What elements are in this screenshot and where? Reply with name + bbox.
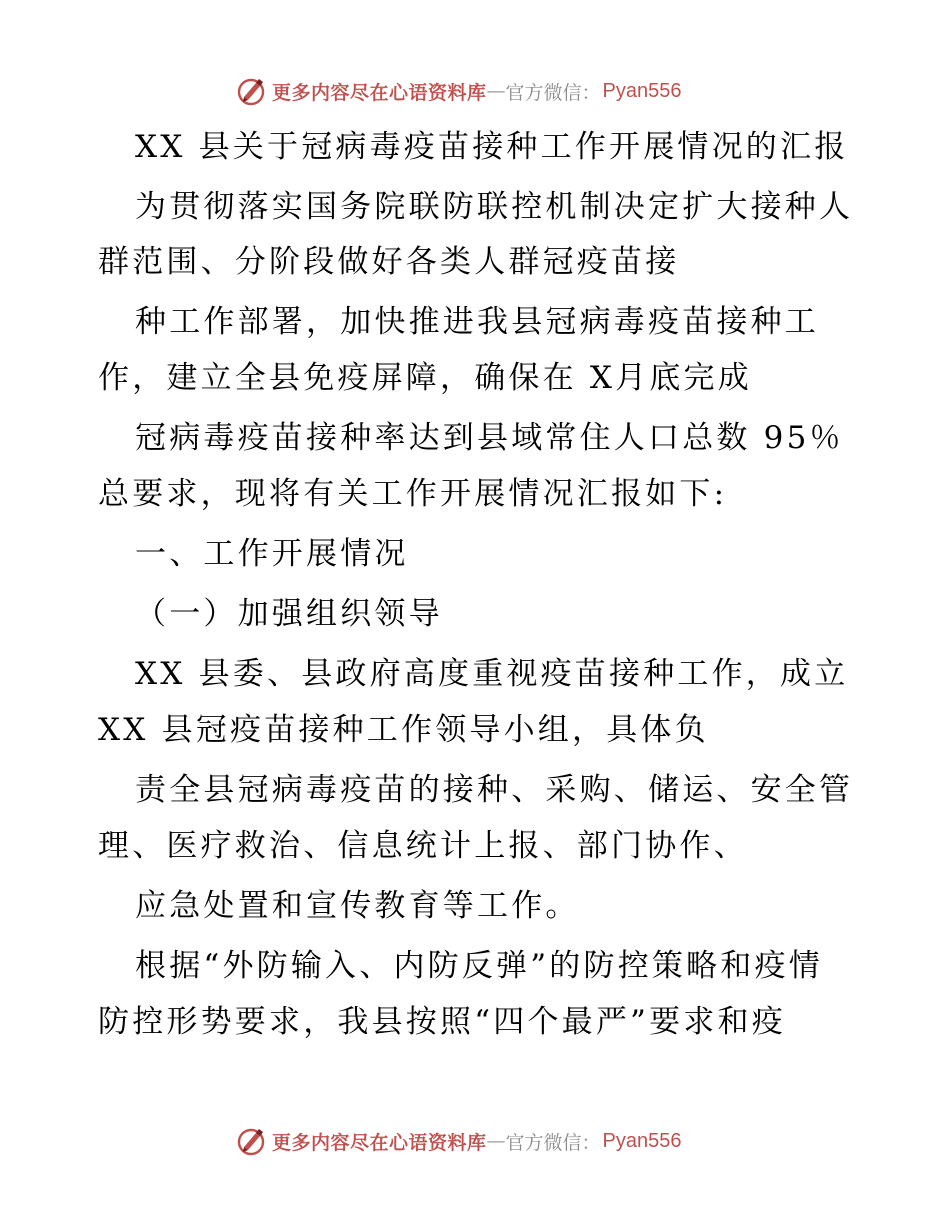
paragraph-line: 防控形势要求，我县按照“四个最严”要求和疫 [98,1004,786,1040]
paragraph-line: 根据“外防输入、内防反弹”的防控策略和疫情 [135,948,823,984]
paragraph-line: 冠病毒疫苗接种率达到县域常住人口总数 95％ [135,420,844,456]
watermark-handle: Pyan556 [602,1129,682,1152]
paragraph-line: XX 县冠疫苗接种工作领导小组，具体负 [98,712,709,748]
paragraph-line: 应急处置和宣传教育等工作。 [135,888,580,924]
footer-watermark [236,1124,682,1158]
paragraph-line: 种工作部署，加快推进我县冠病毒疫苗接种工 [135,304,819,340]
watermark-official: 官方微信： [505,81,601,104]
paragraph-line: 总要求，现将有关工作开展情况汇报如下: [98,476,728,512]
paragraph-line: 责全县冠病毒疫苗的接种、采购、储运、安全管 [135,772,854,808]
document-title: XX 县关于冠病毒疫苗接种工作开展情况的汇报 [135,129,849,165]
watermark-dash: — [486,1130,506,1152]
section-heading: 一、工作开展情况 [135,536,409,572]
watermark-official: 官方微信： [505,1131,601,1154]
paragraph-line: 为贯彻落实国务院联防联控机制决定扩大接种人 [135,189,854,225]
paragraph-line: XX 县委、县政府高度重视疫苗接种工作，成立 [135,656,849,692]
watermark-dash: — [486,80,506,102]
pen-logo-icon [236,1125,268,1157]
header-watermark [236,74,682,108]
watermark-brand: 更多内容尽在心语资料库 [272,1131,487,1154]
paragraph-line: 作，建立全县免疫屏障，确保在 X月底完成 [98,360,752,396]
watermark-brand: 更多内容尽在心语资料库 [272,81,487,104]
paragraph-line: 群范围、分阶段做好各类人群冠疫苗接 [98,244,680,280]
subsection-heading: （一）加强组织领导 [135,596,443,632]
pen-logo-icon [236,75,268,107]
paragraph-line: 理、医疗救治、信息统计上报、部门协作、 [98,828,748,864]
watermark-handle: Pyan556 [602,79,682,102]
